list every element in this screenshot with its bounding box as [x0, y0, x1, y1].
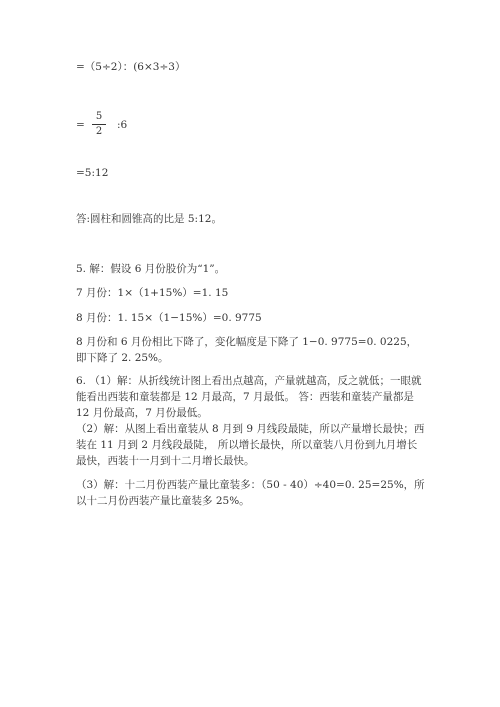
step-2-equals: =	[76, 119, 85, 131]
q6-part-1: 6. （1）解：从折线统计图上看出点越高，产量就越高，反之就低；一眼就能看出西装和童装都是 12 月最高，7 月最低。 答：西装和童装产量都是 12 月份最高，7 月份最低。	[76, 375, 422, 419]
step-2-ratio-suffix: :6	[117, 119, 128, 131]
fraction-numerator: 5	[95, 111, 103, 122]
fraction-bar	[92, 124, 106, 125]
q5-conclusion: 8 月份和 6 月份相比下降了，变化幅度是下降了 1−0. 9775=0. 0225，即下降了 2. 25%。	[76, 336, 418, 364]
q6-part-2: （2）解：从图上看出童装从 8 月到 9 月线段最陡，所以产量增长最快；西装在 11 月到 2 月线段最陡， 所以增长最快，所以童装八月份到九月增长最快，西装十一月到十二月增长最快。	[76, 423, 425, 467]
q5-july: 7 月份：1×（1+15%）=1. 15	[76, 287, 229, 299]
solution-step-1: =（5÷2）：(6×3÷3）	[76, 61, 186, 73]
answer-question-4: 答:圆柱和圆锥高的比是 5:12。	[76, 213, 222, 225]
fraction-denominator: 2	[95, 126, 103, 137]
q5-intro: 5. 解：假设 6 月份股价为“1”。	[76, 263, 226, 275]
q6-part-3: （3）解：十二月份西装产量比童装多：（50 - 40）÷40=0. 25=25%，所以十二月份西装产量比童装多 25%。	[76, 479, 425, 507]
solution-step-3: =5:12	[76, 167, 109, 179]
q5-august: 8 月份：1. 15×（1−15%）=0. 9775	[76, 312, 262, 324]
fraction-five-halves	[92, 111, 106, 138]
